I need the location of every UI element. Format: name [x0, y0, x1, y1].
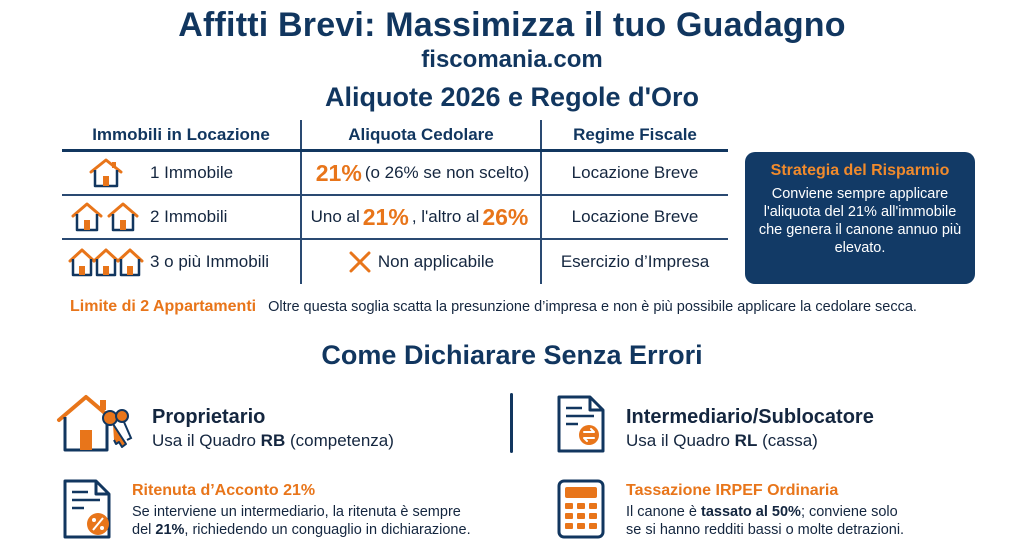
calculator-icon [556, 478, 606, 545]
proprietario-block [56, 392, 394, 459]
two-houses-icon [62, 201, 150, 233]
intermediario-sub: Usa il Quadro RL (cassa) [626, 431, 818, 450]
ritenuta-block [62, 478, 471, 545]
rate-text: Non applicabile [377, 252, 495, 271]
section-title-declare: Come Dichiarare Senza Errori [321, 340, 703, 370]
strategy-body: Conviene sempre applicare l'aliquota del 21% all'immobile che genera il canone annuo più elevato. [758, 186, 962, 256]
rate-value-b: 26% [482, 203, 529, 230]
irpef-text: Il canone è tassato al 50%; conviene solo se si hanno redditi bassi o molte detrazioni. [626, 504, 905, 538]
rate-note: (o 26% se non scelto) [364, 163, 530, 182]
proprietario-sub: Usa il Quadro RB (competenza) [152, 431, 394, 450]
intermediario-title: Intermediario/Sublocatore [626, 406, 874, 428]
limit-text: Oltre questa soglia scatta la presunzione d’impresa e non è più possibile applicare la cedolare secca. [268, 299, 917, 315]
table-row [62, 152, 728, 196]
strategy-title: Strategia del Risparmio [770, 162, 950, 179]
strategy-box [745, 152, 975, 284]
house-keys-icon [56, 392, 134, 459]
rate-value-a: 21% [362, 203, 409, 230]
rates-table [62, 120, 728, 284]
section-title-rates: Aliquote 2026 e Regole d'Oro [324, 82, 699, 112]
irpef-title: Tassazione IRPEF Ordinaria [626, 482, 839, 499]
intermediario-block [556, 394, 874, 459]
limit-title: Limite di 2 Appartamenti [70, 298, 257, 315]
limit-note [70, 298, 1010, 316]
section-divider [510, 393, 513, 453]
regime-value: Locazione Breve [571, 207, 699, 226]
row-immobili-label: 2 Immobili [150, 207, 228, 226]
row-immobili-label: 1 Immobile [150, 163, 234, 182]
rate-text-pre: Uno al [310, 207, 360, 226]
table-header-row [62, 120, 728, 152]
header-regime: Regime Fiscale [573, 124, 697, 144]
table-row [62, 240, 728, 284]
row-immobili-label: 3 o più Immobili [150, 252, 270, 271]
ritenuta-text: Se interviene un intermediario, la ritenuta è sempre del 21%, richiedendo un conguaglio in dichiarazione. [132, 504, 471, 538]
site-name: fiscomania.com [421, 46, 603, 73]
page-title: Affitti Brevi: Massimizza il tuo Guadagno [178, 6, 846, 44]
regime-value: Esercizio d’Impresa [560, 252, 710, 271]
document-percent-icon [62, 478, 114, 545]
house-icon [62, 157, 150, 189]
three-houses-icon [62, 246, 150, 278]
regime-value: Locazione Breve [571, 163, 699, 182]
cross-icon [348, 250, 372, 274]
header-immobili: Immobili in Locazione [62, 120, 302, 149]
irpef-block [556, 478, 904, 545]
document-exchange-icon [556, 394, 606, 459]
proprietario-title: Proprietario [152, 406, 266, 428]
header-aliquota: Aliquota Cedolare [302, 120, 542, 149]
ritenuta-title: Ritenuta d’Acconto 21% [132, 482, 316, 499]
rate-value: 21% [315, 159, 362, 186]
rate-text-mid: , l'altro al [411, 207, 480, 226]
table-row [62, 196, 728, 240]
